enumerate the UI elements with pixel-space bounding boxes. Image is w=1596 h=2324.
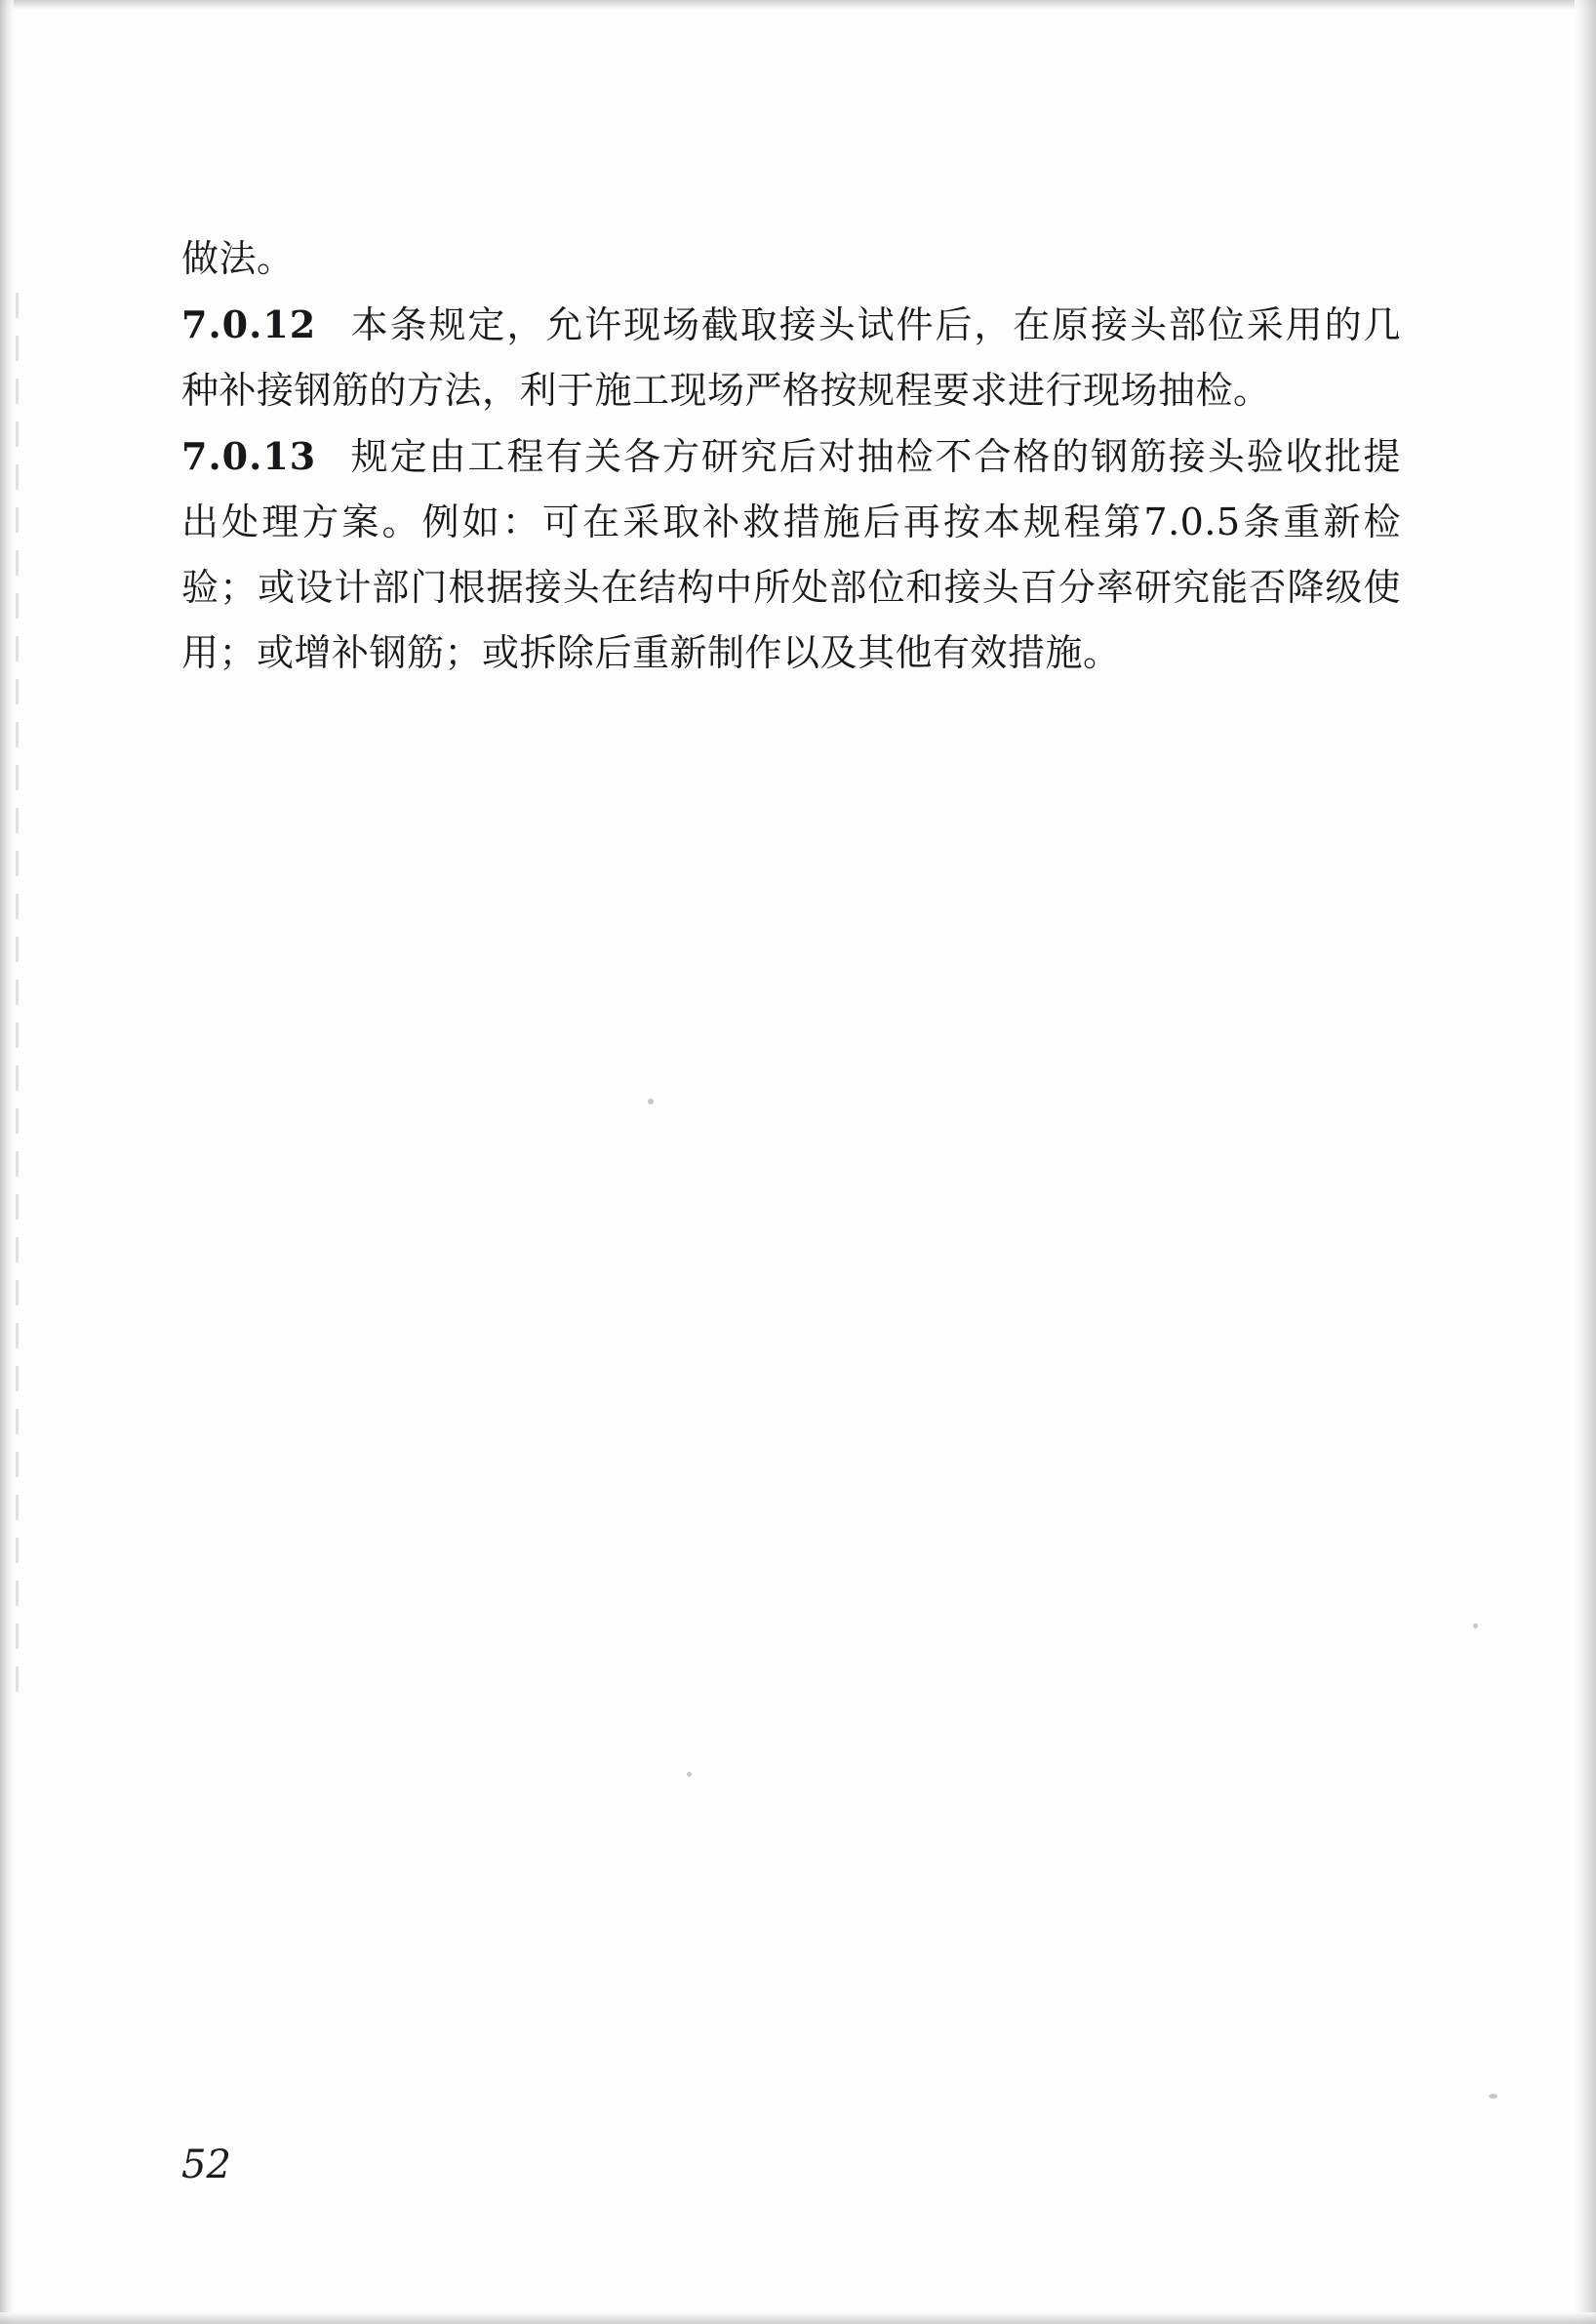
scan-edge-left xyxy=(0,0,14,2324)
scan-speck xyxy=(1473,1623,1478,1628)
scan-edge-top xyxy=(0,0,1596,10)
clause-number: 7.0.12 xyxy=(181,302,317,346)
clause-number: 7.0.13 xyxy=(181,434,317,478)
paragraph-continuation xyxy=(181,226,1401,292)
scan-edge-bottom xyxy=(0,2312,1596,2324)
paragraph-text: 本条规定，允许现场截取接头试件后，在原接头部位采用的几种补接钢筋的方法，利于施工现场严格按规程要求进行现场抽检。 xyxy=(181,303,1401,412)
scan-edge-right xyxy=(1575,0,1596,2324)
paragraph-text: 做法。 xyxy=(181,237,295,280)
paragraph-7-0-13 xyxy=(181,423,1401,686)
body-text xyxy=(181,226,1401,686)
scan-speck xyxy=(1489,2094,1497,2099)
page-number: 52 xyxy=(181,2143,231,2187)
binding-artifact xyxy=(16,293,19,1707)
scan-speck xyxy=(648,1099,654,1104)
paragraph-7-0-12 xyxy=(181,292,1401,423)
paragraph-text: 规定由工程有关各方研究后对抽检不合格的钢筋接头验收批提出处理方案。例如：可在采取补救措施后再按本规程第7.0.5条重新检验；或设计部门根据接头在结构中所处部位和接头百分率研究能否降级使用；或增补钢筋；或拆除后重新制作以及其他有效措施。 xyxy=(181,435,1401,674)
scan-speck xyxy=(687,1772,692,1777)
